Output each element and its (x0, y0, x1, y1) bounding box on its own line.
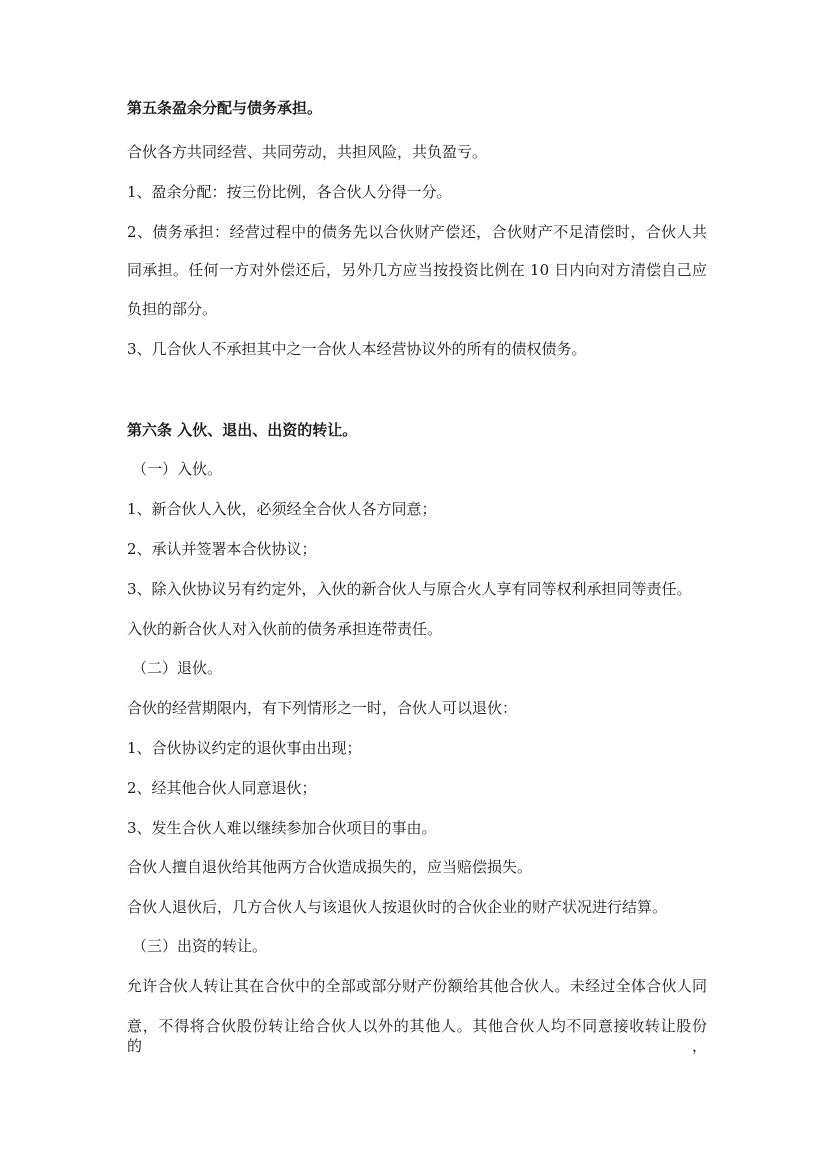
section6-sub2-item3: 3、发生合伙人难以继续参加合伙项目的事由。 (127, 819, 437, 837)
section5-item2-line3: 负担的部分。 (127, 300, 218, 318)
section6-sub2-title: （二）退伙。 (132, 659, 223, 677)
section5-item1: 1、盈余分配：按三份比例，各合伙人分得一分。 (127, 183, 452, 201)
section5-title: 第五条盈余分配与债务承担。 (127, 99, 323, 117)
section5-intro: 合伙各方共同经营、共同劳动，共担风险，共负盈亏。 (127, 143, 488, 161)
section6-sub2-item2: 2、经其他合伙人同意退伙； (127, 779, 317, 797)
section5-item3: 3、几合伙人不承担其中之一合伙人本经营协议外的所有的债权债务。 (127, 340, 587, 358)
section5-item2-line2: 同承担。任何一方对外偿还后，另外几方应当按投资比例在 10 日内向对方清偿自己应 (127, 261, 707, 279)
section6-sub2-note1: 合伙人擅自退伙给其他两方合伙造成损失的，应当赔偿损失。 (127, 858, 533, 876)
section6-sub1-item1: 1、新合伙人入伙，必须经全合伙人各方同意； (127, 500, 437, 518)
section6-sub3-line2: 意，不得将合伙股份转让给合伙人以外的其他人。其他合伙人均不同意接收转让股份的， (127, 1017, 707, 1055)
section6-sub1-item3: 3、除入伙协议另有约定外，入伙的新合伙人与原合火人享有同等权利承担同等责任。 (127, 580, 692, 598)
section6-sub2-note2: 合伙人退伙后，几方合伙人与该退伙人按退伙时的合伙企业的财产状况进行结算。 (127, 898, 668, 916)
section6-sub2-item1: 1、合伙协议约定的退伙事由出现； (127, 739, 362, 757)
section6-sub2-intro: 合伙的经营期限内，有下列情形之一时，合伙人可以退伙： (127, 699, 518, 717)
section5-item2-line1: 2、债务承担：经营过程中的债务先以合伙财产偿还，合伙财产不足清偿时，合伙人共 (127, 223, 707, 241)
section6-sub3-line1: 允许合伙人转让其在合伙中的全部或部分财产份额给其他合伙人。未经过全体合伙人同 (127, 977, 707, 995)
section6-sub1-item2: 2、承认并签署本合伙协议； (127, 540, 317, 558)
section6-title: 第六条 入伙、退出、出资的转让。 (127, 421, 358, 439)
section6-sub1-title: （一）入伙。 (132, 460, 223, 478)
section6-sub3-title: （三）出资的转让。 (132, 937, 268, 955)
section6-sub1-note: 入伙的新合伙人对入伙前的债务承担连带责任。 (127, 620, 443, 638)
